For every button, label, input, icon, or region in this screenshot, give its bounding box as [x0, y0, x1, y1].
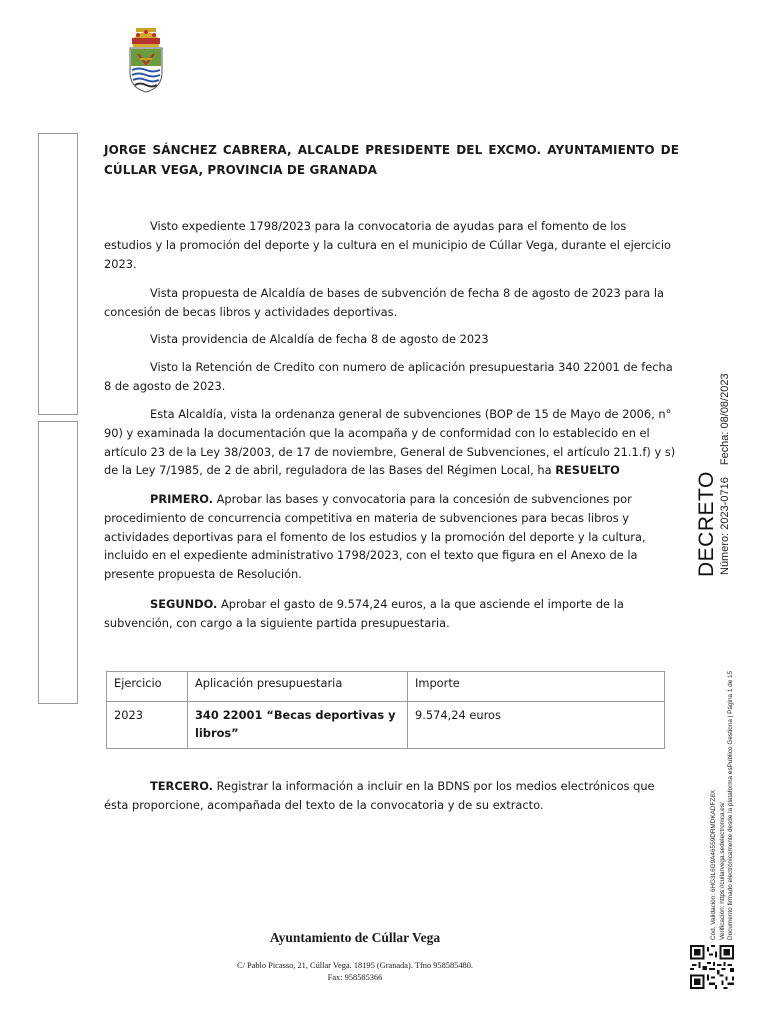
paragraph-alcaldia: Esta Alcaldía, vista la ordenanza general de subvenciones (BOP de 15 de Mayo de 2006, n° 90) y examinada la documentación que la acompaña y de conformidad con lo establecido en el artículo 23 de la Ley 38/2003, de 17 de noviembre, General de Subvenciones, el artículo 21.1.f) y s) de la Ley 7/1985, de 2 de abril, reguladora de las Bases del Régimen Local, ha RESUELTO — [104, 407, 676, 478]
margin-box-top — [38, 133, 78, 415]
verification-url: Verificación: https://cullarvega.sedelectronica.es/ — [718, 802, 726, 940]
decreto-label: DECRETO — [695, 471, 718, 577]
table-header-cell: Aplicación presupuestaria — [188, 672, 408, 702]
coat-of-arms-icon — [124, 26, 168, 96]
table-row — [107, 702, 665, 749]
budget-table — [106, 671, 665, 749]
paragraph-propuesta: Vista propuesta de Alcaldía de bases de subvención de fecha 8 de agosto de 2023 para la concesión de becas libros y actividades deportivas. — [104, 286, 664, 319]
footer-address-line: C/ Pablo Picasso, 21, Cúllar Vega. 18195 (Granada). Tfno 958585480. — [236, 961, 474, 970]
decreto-number-date — [719, 373, 731, 575]
paragraph-tercero: TERCERO. Registrar la información a incluir en la BDNS por los medios electrónicos que ésta proporcione, acompañada del texto de la convocatoria y de su extracto. — [104, 779, 655, 812]
decreto-date: Fecha: 08/08/2023 — [719, 373, 731, 466]
table-header-row — [107, 672, 665, 702]
table-cell: 2023 — [107, 702, 188, 749]
paragraph-providencia: Vista providencia de Alcaldía de fecha 8 de agosto de 2023 — [150, 332, 489, 346]
footer-title: Ayuntamiento de Cúllar Vega — [269, 930, 441, 945]
resuelto-label: RESUELTO — [555, 463, 620, 478]
decreto-number: Número: 2023-0716 — [719, 477, 731, 575]
qr-code-icon — [690, 945, 734, 989]
table-cell: 340 22001 “Becas deportivas y libros” — [188, 702, 408, 749]
validation-code: Cód. Validación: 6HG3L6G9A46559DRMDKADFZ8X — [710, 789, 717, 940]
table-header-cell: Ejercicio — [107, 672, 188, 702]
signature-note: Documento firmado electrónicamente desde la plataforma esPublico Gestiona | Página 1 de 15 — [727, 670, 735, 940]
segundo-label: SEGUNDO. — [150, 597, 218, 611]
validation-text — [710, 671, 736, 940]
footer-fax-line: Fax: 958585366 — [327, 973, 383, 982]
margin-box-bottom — [38, 421, 78, 704]
tercero-label: TERCERO. — [150, 779, 213, 793]
paragraph-segundo: SEGUNDO. Aprobar el gasto de 9.574,24 euros, a la que asciende el importe de la subvención, con cargo a la siguiente partida presupuestaria. — [104, 597, 624, 630]
table-cell: 9.574,24 euros — [408, 702, 665, 749]
paragraph-retencion: Visto la Retención de Credito con numero de aplicación presupuestaria 340 22001 de fecha 8 de agosto de 2023. — [104, 360, 673, 393]
primero-label: PRIMERO. — [150, 492, 214, 506]
document-heading: JORGE SÁNCHEZ CABRERA, ALCALDE PRESIDENTE DEL EXCMO. AYUNTAMIENTO DE CÚLLAR VEGA, PROVINCIA DE GRANADA — [104, 143, 679, 177]
paragraph-primero: PRIMERO. Aprobar las bases y convocatoria para la concesión de subvenciones por procedimiento de concurrencia competitiva en materia de subvenciones para becas libros y actividades deportivas para el fomento de los estudios y la promoción del deporte y la cultura, incluido en el expediente administrativo 1798/2023, con el texto que figura en el Anexo de la presente propuesta de Resolución. — [104, 492, 646, 582]
table-header-cell: Importe — [408, 672, 665, 702]
paragraph-expediente: Visto expediente 1798/2023 para la convocatoria de ayudas para el fomento de los estudios y la promoción del deporte y la cultura en el municipio de Cúllar Vega, durante el ejercicio 2023. — [104, 219, 672, 271]
footer-address — [0, 960, 710, 984]
